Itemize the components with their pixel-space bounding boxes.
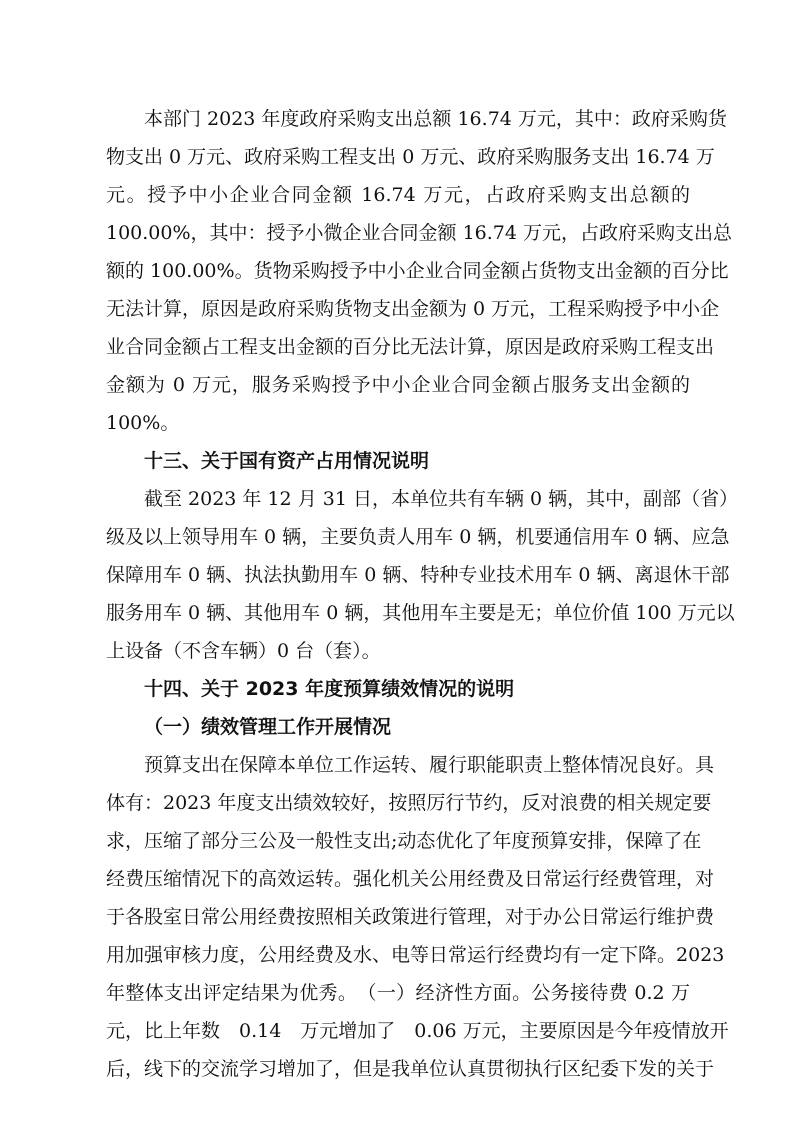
- text-line: 100.00%，其中：授予小微企业合同金额 16.74 万元，占政府采购支出总: [106, 222, 733, 244]
- text-line: 截至 2023 年 12 月 31 日，本单位共有车辆 0 辆，其中，副部（省）: [144, 488, 739, 510]
- text-line: 于各股室日常公用经费按照相关政策进行管理，对于办公日常运行维护费: [106, 906, 715, 928]
- text-line: 额的 100.00%。货物采购授予中小企业合同金额占货物支出金额的百分比: [106, 260, 729, 282]
- section-14-heading: 十四、关于 2023 年度预算绩效情况的说明: [144, 678, 515, 700]
- procurement-paragraph: [106, 100, 733, 442]
- text-line: 元，比上年数 0.14 万元增加了 0.06 万元，主要原因是今年疫情放开: [106, 1020, 729, 1042]
- document-body: [106, 100, 739, 1088]
- text-line: 元。授予中小企业合同金额 16.74 万元，占政府采购支出总额的: [106, 184, 690, 206]
- text-line: 服务用车 0 辆、其他用车 0 辆，其他用车主要是无；单位价值 100 万元以: [106, 602, 735, 624]
- text-line: 级及以上领导用车 0 辆，主要负责人用车 0 辆，机要通信用车 0 辆、应急: [106, 526, 730, 548]
- performance-paragraph: [106, 746, 729, 1088]
- text-line: 金额为 0 万元，服务采购授予中小企业合同金额占服务支出金额的: [106, 374, 690, 396]
- text-line: 年整体支出评定结果为优秀。 （一）经济性方面。公务接待费 0.2 万: [106, 982, 690, 1004]
- assets-paragraph: [106, 480, 739, 670]
- text-line: 物支出 0 万元、政府采购工程支出 0 万元、政府采购服务支出 16.74 万: [106, 146, 715, 168]
- text-line: 用加强审核力度，公用经费及水、电等日常运行经费均有一定下降。2023: [106, 944, 725, 966]
- section-14-subheading: （一）绩效管理工作开展情况: [144, 716, 392, 738]
- text-line: 体有：2023 年度支出绩效较好，按照厉行节约，反对浪费的相关规定要: [106, 792, 712, 814]
- section-13-heading: 十三、关于国有资产占用情况说明: [144, 450, 430, 472]
- text-line: 预算支出在保障本单位工作运转、履行职能职责上整体情况良好。具: [144, 754, 715, 776]
- text-line: 无法计算，原因是政府采购货物支出金额为 0 万元，工程采购授予中小企: [106, 298, 720, 320]
- text-line: 100%。: [106, 412, 180, 434]
- text-line: 上设备（不含车辆）0 台（套）。: [106, 640, 381, 662]
- text-line: 本部门 2023 年度政府采购支出总额 16.74 万元，其中：政府采购货: [144, 108, 727, 130]
- text-line: 经费压缩情况下的高效运转。强化机关公用经费及日常运行经费管理，对: [106, 868, 715, 890]
- text-line: 后，线下的交流学习增加了，但是我单位认真贯彻执行区纪委下发的关于: [106, 1058, 715, 1080]
- text-line: 求，压缩了部分三公及一般性支出;动态优化了年度预算安排，保障了在: [106, 830, 702, 852]
- text-line: 保障用车 0 辆、执法执勤用车 0 辆、特种专业技术用车 0 辆、离退休干部: [106, 564, 730, 586]
- text-line: 业合同金额占工程支出金额的百分比无法计算，原因是政府采购工程支出: [106, 336, 715, 358]
